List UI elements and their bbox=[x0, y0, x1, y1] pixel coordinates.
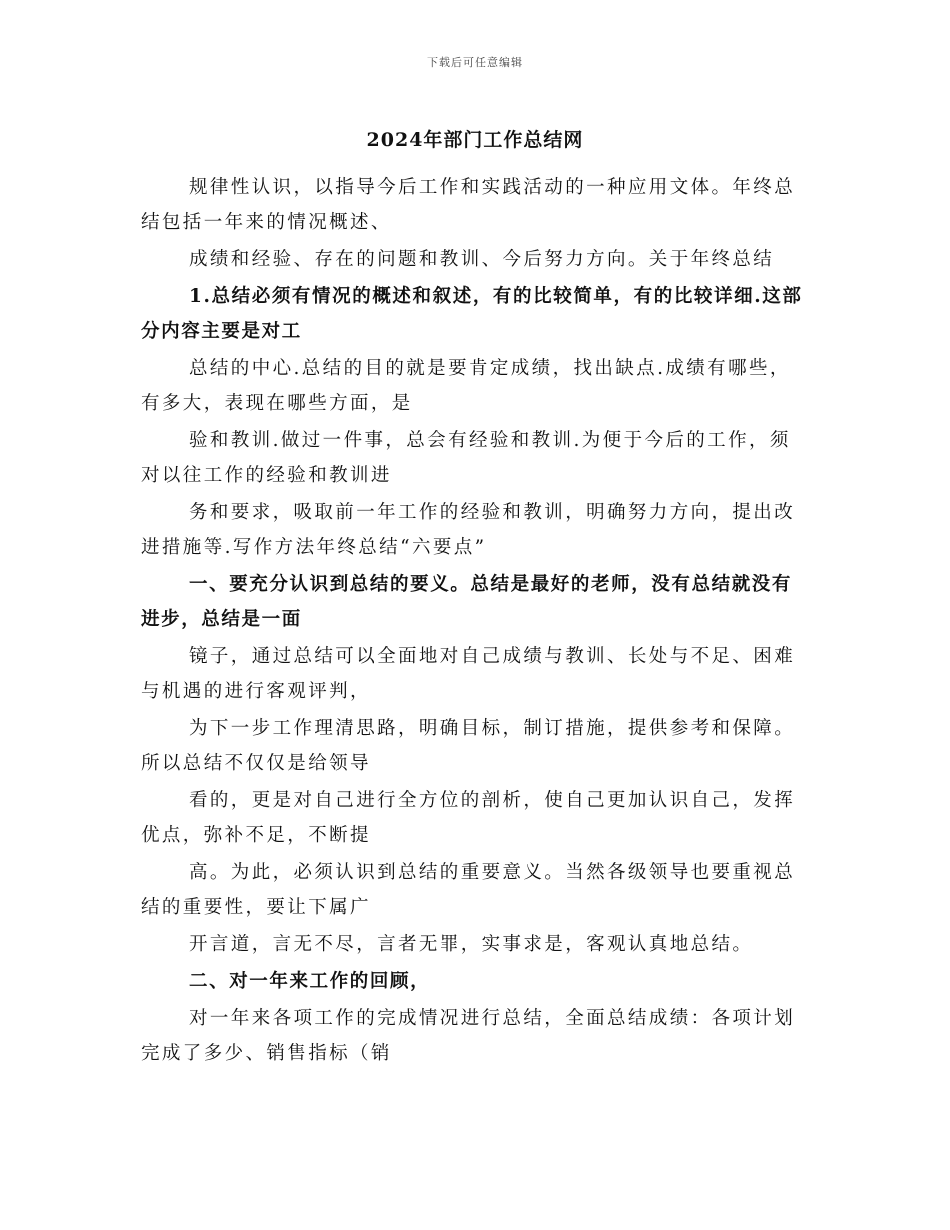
paragraph: 镜子，通过总结可以全面地对自己成绩与教训、长处与不足、困难与机遇的进行客观评判， bbox=[141, 646, 796, 702]
paragraph: 总结的中心.总结的目的就是要肯定成绩，找出缺点.成绩有哪些，有多大，表现在哪些方面，是 bbox=[141, 358, 791, 414]
section-heading-paragraph: 一、要充分认识到总结的要义。总结是最好的老师，没有总结就没有进步，总结是一面 bbox=[141, 574, 793, 630]
paragraph: 验和教训.做过一件事，总会有经验和教训.为便于今后的工作，须对以往工作的经验和教训进 bbox=[141, 430, 791, 486]
paragraph: 务和要求，吸取前一年工作的经验和教训，明确努力方向，提出改进措施等.写作方法年终总结“六要点” bbox=[141, 502, 796, 558]
paragraph: 规律性认识，以指导今后工作和实践活动的一种应用文体。年终总结包括一年来的情况概述、 bbox=[141, 177, 796, 233]
paragraph: 看的，更是对自己进行全方位的剖析，使自己更加认识自己，发挥优点，弥补不足，不断提 bbox=[141, 790, 796, 846]
paragraph: 成绩和经验、存在的问题和教训、今后努力方向。关于年终总结 bbox=[189, 249, 775, 270]
paragraph: 为下一步工作理清思路，明确目标，制订措施，提供参考和保障。所以总结不仅仅是给领导 bbox=[141, 718, 796, 774]
page-header-note: 下载后可任意编辑 bbox=[427, 56, 523, 69]
paragraph: 对一年来各项工作的完成情况进行总结，全面总结成绩：各项计划完成了多少、销售指标（销 bbox=[141, 1008, 796, 1064]
document-title: 2024年部门工作总结网 bbox=[366, 129, 584, 151]
paragraph: 开言道，言无不尽，言者无罪，实事求是，客观认真地总结。 bbox=[189, 934, 754, 955]
section-heading: 二、对一年来工作的回顾， bbox=[189, 971, 431, 992]
document-body bbox=[141, 170, 811, 1073]
paragraph: 高。为此，必须认识到总结的重要意义。当然各级领导也要重视总结的重要性，要让下属广 bbox=[141, 862, 796, 918]
section-heading-paragraph: 1.总结必须有情况的概述和叙述，有的比较简单，有的比较详细.这部分内容主要是对工 bbox=[141, 286, 803, 342]
